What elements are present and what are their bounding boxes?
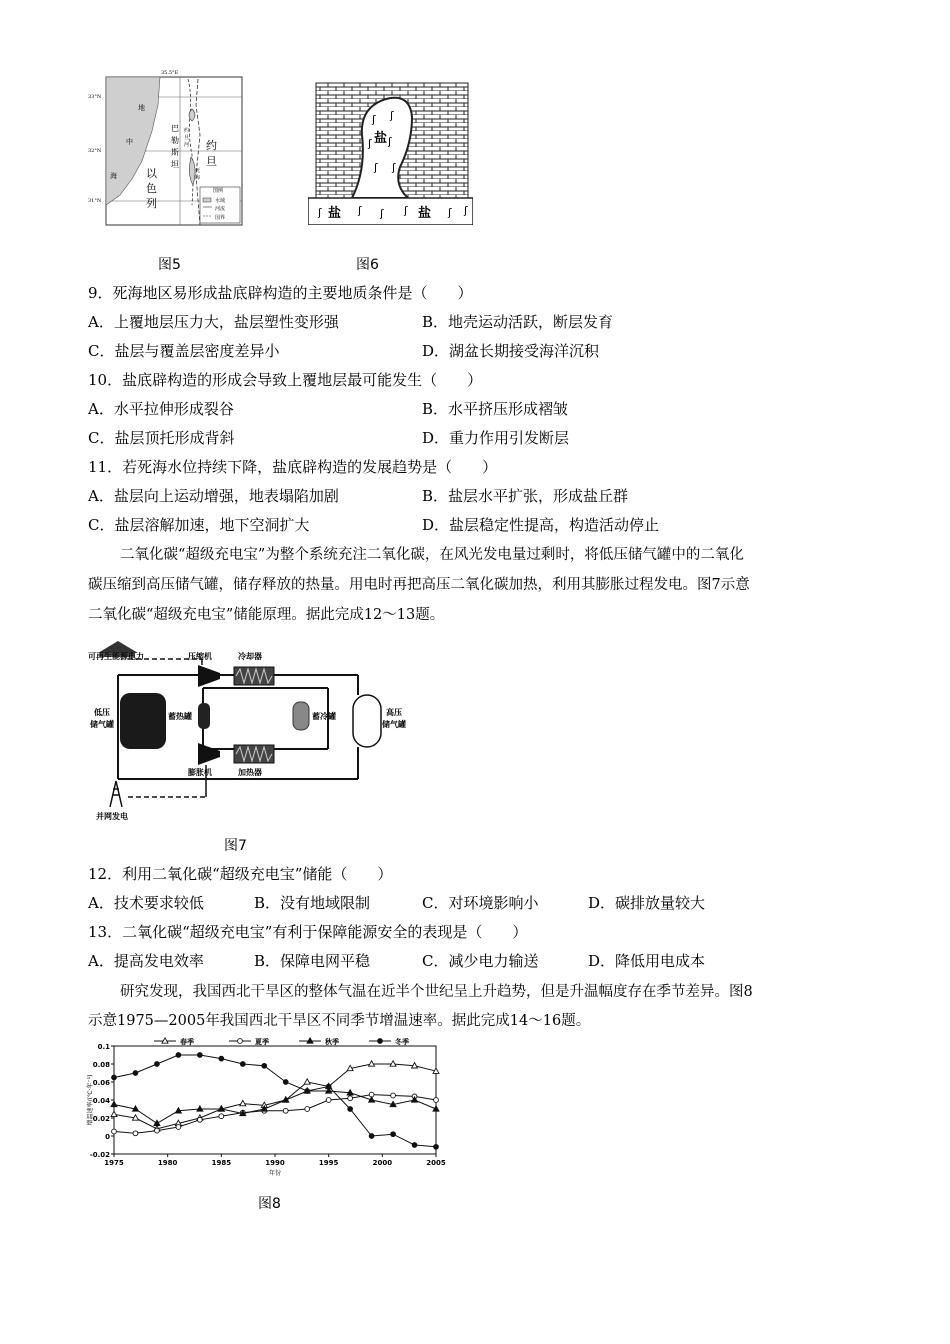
fig8-ytick-label: 0	[105, 1133, 110, 1141]
fig5-legend-border: 国界	[215, 215, 226, 221]
fig5-map	[88, 70, 248, 235]
svg-text:ʃ: ʃ	[464, 204, 468, 217]
fig8-xtick-label: 1980	[157, 1159, 178, 1167]
svg-text:ʃ: ʃ	[374, 161, 378, 174]
fig7-caption: 图7	[224, 838, 247, 854]
fig8-point-1	[112, 1129, 117, 1134]
fig8-point-3	[262, 1063, 267, 1068]
fig5-river-1: 约	[184, 128, 190, 134]
q11-option-c: C．盐层溶解加速，地下空洞扩大	[88, 516, 310, 534]
fig8-point-1	[176, 1125, 181, 1130]
q12-option-c: C．对环境影响小	[422, 894, 539, 912]
fig7-high-tank-label-1: 高压	[386, 707, 402, 717]
fig7-low-tank-label-1: 低压	[94, 707, 110, 717]
q12-option-d: D．碳排放量较大	[588, 894, 706, 912]
svg-text:ʃ: ʃ	[380, 207, 384, 220]
fig7-grid-label: 并网发电	[96, 811, 128, 821]
q9-stem: 9．死海地区易形成盐底辟构造的主要地质条件是（ ）	[88, 284, 473, 302]
fig8-point-2	[111, 1101, 117, 1106]
fig7-cold-tank-label: 蓄冷罐	[312, 711, 336, 721]
q9-option-d: D．湖盆长期接受海洋沉积	[422, 342, 600, 360]
fig8-ytick-label: 0.04	[92, 1097, 110, 1105]
fig5-legend-water: 水域	[215, 198, 226, 204]
fig8-point-3	[197, 1053, 202, 1058]
q9-option-c: C．盐层与覆盖层密度差异小	[88, 342, 280, 360]
fig8-ytick-label: 0.1	[97, 1043, 110, 1051]
fig8-xtick-label: 1995	[318, 1159, 339, 1167]
fig6-salt-label-left: 盐	[328, 206, 342, 221]
fig8-point-1	[219, 1114, 224, 1119]
q11-option-b: B．盐层水平扩张，形成盐丘群	[422, 487, 629, 505]
q11-option-d: D．盐层稳定性提高，构造活动停止	[422, 516, 660, 534]
fig6-diagram	[308, 75, 473, 225]
fig5-lat-31: 31°N	[88, 198, 102, 204]
fig8-ytick-label: 0.02	[92, 1115, 110, 1123]
fig8-point-3	[133, 1071, 138, 1076]
q12-stem: 12．利用二氧化碳“超级充电宝”储能（ ）	[88, 865, 393, 883]
fig5-israel-3: 列	[146, 197, 157, 210]
q13-option-a: A．提高发电效率	[88, 952, 204, 970]
fig7-high-tank-label-2: 储气罐	[382, 719, 406, 729]
fig8-chart	[84, 1036, 448, 1182]
fig8-legend-label: 夏季	[255, 1038, 269, 1046]
fig5-palestine-1: 巴	[171, 124, 179, 133]
fig8-point-1	[197, 1117, 202, 1122]
q12-option-a: A．技术要求较低	[88, 894, 204, 912]
fig8-point-1	[155, 1128, 160, 1133]
fig8-yaxis-label: 增温速率/(℃·年⁻¹)	[87, 1074, 94, 1126]
q10-option-b: B．水平挤压形成褶皱	[422, 400, 569, 418]
svg-text:ʃ: ʃ	[392, 161, 396, 174]
fig8-point-3	[326, 1084, 331, 1089]
fig5-palestine-3: 斯	[171, 148, 179, 157]
fig8-point-3	[391, 1132, 396, 1137]
passage-climate-line2: 示意1975—2005年我国西北干旱区不同季节增温速率。据此完成14～16题。	[88, 1013, 591, 1029]
fig5-lat-32: 32°N	[88, 148, 102, 154]
fig8-point-3	[240, 1062, 245, 1067]
fig8-point-3	[348, 1107, 353, 1112]
fig5-palestine-4: 坦	[171, 160, 179, 169]
svg-text:ʃ: ʃ	[358, 204, 362, 217]
fig5-deadsea-2: 海	[195, 175, 201, 181]
fig8-point-1	[348, 1096, 353, 1101]
q13-option-b: B．保障电网平稳	[254, 952, 371, 970]
fig8-point-1	[391, 1093, 396, 1098]
q13-option-d: D．降低用电成本	[588, 952, 706, 970]
fig8-point-3	[176, 1053, 181, 1058]
svg-text:ʃ: ʃ	[318, 206, 322, 219]
fig8-series-line-2	[114, 1091, 436, 1123]
fig8-legend-marker	[378, 1039, 383, 1044]
fig8-xtick-label: 2005	[426, 1159, 446, 1167]
svg-text:ʃ: ʃ	[390, 109, 394, 122]
fig8-xtick-label: 1975	[104, 1159, 124, 1167]
q9-option-b: B．地壳运动活跃，断层发育	[422, 313, 614, 331]
q11-stem: 11．若死海水位持续下降，盐底辟构造的发展趋势是（ ）	[88, 458, 498, 476]
fig8-point-1	[434, 1098, 439, 1103]
fig8-point-3	[283, 1080, 288, 1085]
fig8-legend-label: 秋季	[325, 1038, 339, 1046]
passage-co2-line1: 二氧化碳“超级充电宝”为整个系统充注二氧化碳，在风光发电量过剩时，将低压储气罐中的二氧化	[120, 547, 744, 563]
fig8-legend-marker	[238, 1039, 243, 1044]
fig7-expander-label: 膨胀机	[188, 767, 212, 777]
q13-option-c: C．减少电力输送	[422, 952, 539, 970]
fig7-cooler-label: 冷却器	[238, 651, 262, 661]
fig5-legend-river: 河流	[215, 206, 226, 212]
fig6-salt-label-top: 盐	[374, 131, 388, 146]
fig8-series-line-3	[114, 1055, 436, 1147]
q10-option-c: C．盐层顶托形成背斜	[88, 429, 235, 447]
fig5-israel-1: 以	[146, 167, 157, 180]
fig5-palestine-2: 勒	[171, 136, 179, 145]
fig8-point-0	[304, 1079, 310, 1084]
fig5-caption: 图5	[158, 257, 181, 273]
fig8-xaxis-label: 年份	[268, 1170, 282, 1177]
fig5-lon-label: 35.5°E	[161, 70, 179, 76]
svg-text:ʃ: ʃ	[448, 206, 452, 219]
fig7-compressor-label: 压缩机	[188, 651, 212, 661]
fig8-point-1	[283, 1108, 288, 1113]
fig8-point-3	[412, 1143, 417, 1148]
fig5-deadsea-1: 死	[195, 168, 201, 174]
fig5-sea-3: 海	[110, 172, 117, 180]
passage-co2-line2: 碳压缩到高压储气罐，储存释放的热量。用电时再把高压二氧化碳加热，利用其膨胀过程发电。图7示意	[88, 577, 750, 593]
svg-text:ʃ: ʃ	[368, 137, 372, 150]
fig8-point-1	[326, 1098, 331, 1103]
fig8-xtick-label: 1985	[211, 1159, 232, 1167]
q9-option-a: A．上覆地层压力大，盐层塑性变形强	[88, 313, 339, 331]
fig6-caption: 图6	[356, 257, 379, 273]
fig8-legend-label: 冬季	[395, 1038, 409, 1046]
fig5-israel-2: 色	[146, 182, 157, 195]
fig7-heat-tank-label: 蓄热罐	[168, 711, 192, 721]
svg-text:ʃ: ʃ	[372, 113, 376, 126]
fig5-legend-title: 图例	[213, 188, 224, 194]
q10-stem: 10．盐底辟构造的形成会导致上覆地层最可能发生（ ）	[88, 371, 483, 389]
q12-option-b: B．没有地域限制	[254, 894, 371, 912]
fig5-jordan-1: 约	[206, 139, 217, 152]
fig8-ytick-label: 0.06	[92, 1079, 110, 1087]
fig6-salt-label-right: 盐	[418, 206, 432, 221]
passage-co2-line3: 二氧化碳“超级充电宝”储能原理。据此完成12～13题。	[88, 607, 445, 623]
fig8-point-0	[111, 1111, 117, 1116]
fig8-point-0	[240, 1100, 246, 1105]
q11-option-a: A．盐层向上运动增强，地表塌陷加剧	[88, 487, 339, 505]
fig8-point-3	[219, 1056, 224, 1061]
q10-option-a: A．水平拉伸形成裂谷	[88, 400, 234, 418]
fig7-low-tank-label-2: 储气罐	[90, 719, 114, 729]
fig8-xtick-label: 2000	[372, 1159, 393, 1167]
fig8-caption: 图8	[258, 1196, 281, 1212]
fig5-jordan-2: 旦	[206, 155, 217, 168]
fig8-legend-label: 春季	[180, 1038, 194, 1046]
fig8-point-1	[305, 1107, 310, 1112]
fig5-lat-33: 33°N	[88, 94, 102, 100]
fig5-river-3: 河	[184, 142, 190, 148]
q10-option-d: D．重力作用引发断层	[422, 429, 570, 447]
fig8-point-1	[133, 1131, 138, 1136]
fig7-heater-label: 加热器	[238, 767, 262, 777]
fig5-river-2: 旦	[184, 135, 190, 141]
q13-stem: 13．二氧化碳“超级充电宝”有利于保障能源安全的表现是（ ）	[88, 923, 528, 941]
fig7-diagram	[88, 635, 418, 825]
fig5-sea-2: 中	[126, 138, 133, 146]
fig5-sea-1: 地	[138, 104, 145, 112]
svg-text:ʃ: ʃ	[404, 204, 408, 217]
fig8-point-3	[305, 1089, 310, 1094]
fig8-chart-svg	[84, 1036, 448, 1182]
fig8-point-3	[369, 1134, 374, 1139]
fig8-ytick-label: 0.08	[92, 1061, 110, 1069]
fig7-renewable-label: 可再生能源电力	[88, 651, 144, 661]
fig8-point-3	[112, 1075, 117, 1080]
fig8-point-3	[155, 1062, 160, 1067]
fig8-point-3	[434, 1144, 439, 1149]
fig8-ytick-label: -0.02	[89, 1151, 110, 1159]
svg-text:ʃ: ʃ	[388, 135, 392, 148]
fig8-xtick-label: 1990	[265, 1159, 285, 1167]
passage-climate-line1: 研究发现，我国西北干旱区的整体气温在近半个世纪呈上升趋势，但是升温幅度存在季节差异。图8	[120, 984, 753, 1000]
fig8-point-2	[154, 1120, 160, 1125]
